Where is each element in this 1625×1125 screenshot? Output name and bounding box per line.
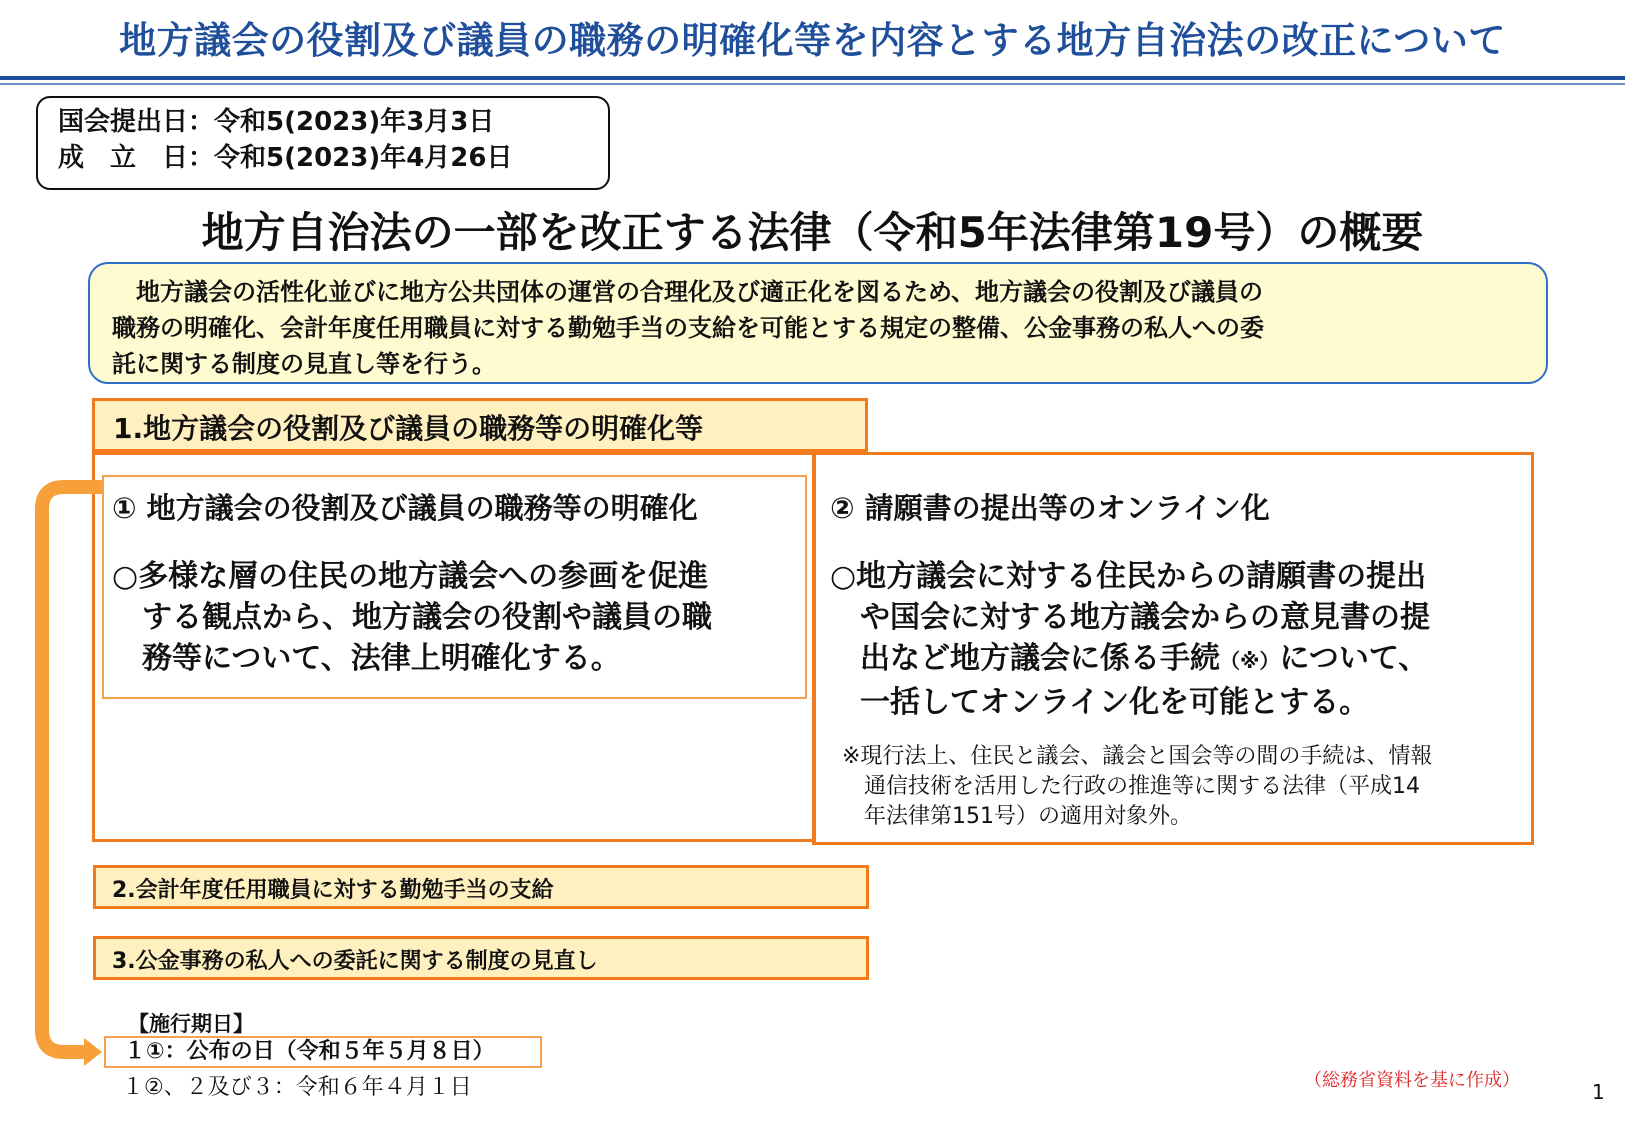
item1-heading: ① 地方議会の役割及び議員の職務等の明確化	[112, 491, 698, 525]
item2-line: ○地方議会に対する住民からの請願書の提出	[830, 559, 1427, 594]
footnote-line: 通信技術を活用した行政の推進等に関する法律（平成14	[842, 774, 1420, 799]
footnote-line: ※現行法上、住民と議会、議会と国会等の間の手続は、情報	[842, 744, 1433, 769]
submission-date: 国会提出日：令和5(2023)年3月3日	[58, 107, 495, 137]
summary-line: 託に関する制度の見直し等を行う。	[112, 350, 496, 378]
item2-heading: ② 請願書の提出等のオンライン化	[830, 491, 1270, 525]
section2-header: 2.会計年度任用職員に対する勤勉手当の支給	[93, 865, 869, 909]
section1-header: 1.地方議会の役割及び議員の職務等の明確化等	[92, 398, 868, 452]
effective-date-label: 【施行期日】	[128, 1012, 254, 1036]
item2-line-text: 出など地方議会に係る手続	[830, 641, 1220, 676]
item2-line: や国会に対する地方議会からの意見書の提	[830, 600, 1430, 635]
summary-line: 地方議会の活性化並びに地方公共団体の運営の合理化及び適正化を図るため、地方議会の役割及び議員の	[112, 278, 1264, 306]
effective-date-2: １②、２及び３：令和６年４月１日	[122, 1075, 472, 1100]
effective-date-1: １①：公布の日（令和５年５月８日）	[104, 1036, 542, 1068]
item1-line: する観点から、地方議会の役割や議員の職	[112, 600, 712, 635]
page-title: 地方議会の役割及び議員の職務の明確化等を内容とする地方自治法の改正について	[119, 19, 1506, 62]
footnote-marker: （※）	[1220, 649, 1280, 673]
footnote-line: 年法律第151号）の適用対象外。	[842, 804, 1192, 829]
page-number: 1	[1592, 1080, 1605, 1104]
section3-header: 3.公金事務の私人への委託に関する制度の見直し	[93, 936, 869, 980]
source-note: （総務省資料を基に作成）	[1304, 1070, 1520, 1091]
item1-line: ○多様な層の住民の地方議会への参画を促進	[112, 559, 709, 594]
law-subtitle: 地方自治法の一部を改正する法律（令和5年法律第19号）の概要	[201, 208, 1424, 257]
summary-line: 職務の明確化、会計年度任用職員に対する勤勉手当の支給を可能とする規定の整備、公金事務の私人への委	[112, 314, 1264, 342]
item2-line: 一括してオンライン化を可能とする。	[830, 685, 1370, 720]
item2-line-text: について、	[1279, 641, 1429, 676]
item1-line: 務等について、法律上明確化する。	[112, 641, 621, 676]
enactment-date: 成 立 日：令和5(2023)年4月26日	[58, 143, 513, 173]
